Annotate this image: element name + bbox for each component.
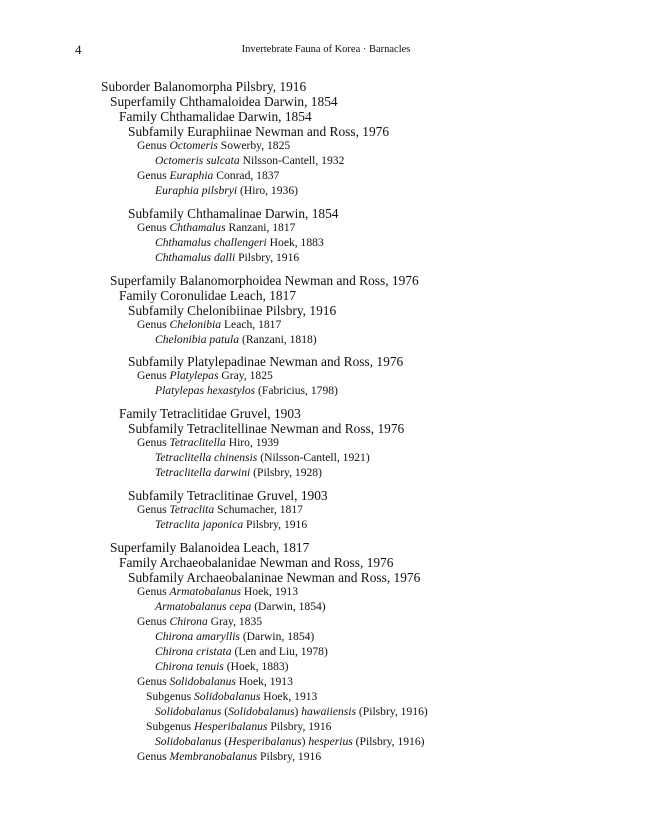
species-line xyxy=(155,518,307,531)
taxon-text: Subgenus xyxy=(146,690,194,703)
taxon-name: Tetraclitella darwini xyxy=(155,466,251,479)
taxon-text: Gray, 1835 xyxy=(207,615,263,628)
taxon-text: Subfamily Platylepadinae Newman and Ross, 1976 xyxy=(128,354,404,369)
taxon-text: Pilsbry, 1916 xyxy=(267,720,332,733)
genus-line xyxy=(137,675,293,688)
subgenus-line xyxy=(146,720,331,733)
taxon-text: (Nilsson-Cantell, 1921) xyxy=(257,451,370,464)
genus-line xyxy=(137,436,279,449)
taxon-name: Chthamalus challengeri xyxy=(155,236,267,249)
taxon-name: Solidobalanus xyxy=(169,675,236,688)
species-line xyxy=(155,600,326,613)
taxon-text: ) xyxy=(294,705,302,718)
taxon-name: Chthamalus xyxy=(169,221,226,234)
species-line xyxy=(155,735,425,748)
taxon-text: Subfamily Tetraclitellinae Newman and Ross, 1976 xyxy=(128,421,405,436)
taxon-text: Hoek, 1913 xyxy=(241,585,299,598)
taxon-text: Sowerby, 1825 xyxy=(217,139,291,152)
family-line xyxy=(119,555,393,571)
taxon-name: Tetraclita xyxy=(169,503,215,516)
species-line xyxy=(155,384,338,397)
taxon-text: (Pilsbry, 1916) xyxy=(356,705,428,718)
genus-line xyxy=(137,169,279,182)
taxon-text: Genus xyxy=(137,318,170,331)
taxon-text: ( xyxy=(221,705,229,718)
taxon-text: Family Archaeobalanidae Newman and Ross, 1976 xyxy=(119,555,394,570)
subfamily-line xyxy=(128,124,389,140)
taxon-name: Chirona cristata xyxy=(155,645,232,658)
genus-line xyxy=(137,503,303,516)
suborder-line xyxy=(101,79,306,95)
taxon-name: Armatobalanus xyxy=(169,585,242,598)
taxon-text: ) xyxy=(301,735,309,748)
taxon-text: Hoek, 1913 xyxy=(235,675,293,688)
taxon-text: Genus xyxy=(137,585,170,598)
taxon-text: ( xyxy=(221,735,229,748)
taxon-text: Superfamily Chthamaloidea Darwin, 1854 xyxy=(110,94,338,109)
subfamily-line xyxy=(128,303,336,319)
taxon-text: (Len and Liu, 1978) xyxy=(231,645,328,658)
taxon-text: Pilsbry, 1916 xyxy=(235,251,300,264)
species-line xyxy=(155,466,322,479)
taxon-name: Chelonibia xyxy=(169,318,222,331)
species-line xyxy=(155,251,299,264)
taxon-name: Solidobalanus xyxy=(155,705,222,718)
taxon-text: Subfamily Archaeobalaninae Newman and Ross, 1976 xyxy=(128,570,421,585)
genus-line xyxy=(137,585,298,598)
taxon-name: Octomeris xyxy=(169,139,218,152)
taxon-text: Hoek, 1913 xyxy=(260,690,318,703)
taxon-name: Euraphia pilsbryi xyxy=(155,184,238,197)
taxon-text: (Hoek, 1883) xyxy=(223,660,289,673)
taxon-text: (Hiro, 1936) xyxy=(237,184,298,197)
family-line xyxy=(119,109,312,125)
taxon-name: Platylepas xyxy=(169,369,219,382)
taxon-text: Genus xyxy=(137,615,170,628)
subfamily-line xyxy=(128,570,420,586)
taxon-text: (Pilsbry, 1916) xyxy=(352,735,425,748)
species-line xyxy=(155,705,428,718)
subfamily-line xyxy=(128,206,339,222)
species-line xyxy=(155,184,298,197)
taxon-text: (Ranzani, 1818) xyxy=(239,333,317,346)
subfamily-line xyxy=(128,354,403,370)
taxon-text: Suborder Balanomorpha Pilsbry, 1916 xyxy=(101,79,307,94)
taxon-text: Family Chthamalidae Darwin, 1854 xyxy=(119,109,312,124)
taxon-text: Subfamily Tetraclitinae Gruvel, 1903 xyxy=(128,488,328,503)
species-line xyxy=(155,660,289,673)
taxon-text: Genus xyxy=(137,750,170,763)
taxon-text: Family Tetraclitidae Gruvel, 1903 xyxy=(119,406,301,421)
taxon-name: Membranobalanus xyxy=(169,750,258,763)
taxon-text: (Darwin, 1854) xyxy=(251,600,326,613)
species-line xyxy=(155,154,344,167)
running-head: Invertebrate Fauna of Korea · Barnacles xyxy=(241,44,411,55)
taxon-text: Hoek, 1883 xyxy=(266,236,324,249)
taxon-text: Genus xyxy=(137,221,170,234)
species-line xyxy=(155,630,314,643)
taxon-name: Solidobalanus xyxy=(155,735,222,748)
taxon-name: Chelonibia patula xyxy=(155,333,240,346)
subfamily-line xyxy=(128,421,404,437)
taxon-text: Superfamily Balanoidea Leach, 1817 xyxy=(110,540,310,555)
species-line xyxy=(155,451,370,464)
genus-line xyxy=(137,750,321,763)
taxon-text: Schumacher, 1817 xyxy=(214,503,303,516)
taxon-name: Octomeris sulcata xyxy=(155,154,240,167)
genus-line xyxy=(137,369,273,382)
taxon-text: Genus xyxy=(137,169,170,182)
taxon-text: Superfamily Balanomorphoidea Newman and Ross, 1976 xyxy=(110,273,419,288)
taxon-text: Ranzani, 1817 xyxy=(225,221,296,234)
taxon-name: Chirona amaryllis xyxy=(155,630,240,643)
taxon-text: Leach, 1817 xyxy=(221,318,282,331)
superfamily-line xyxy=(110,540,309,556)
genus-line xyxy=(137,139,290,152)
page-number: 4 xyxy=(75,42,82,57)
taxon-text: Genus xyxy=(137,369,170,382)
taxon-text: Subfamily Euraphiinae Newman and Ross, 1976 xyxy=(128,124,390,139)
taxon-name: Hesperibalanus xyxy=(194,720,268,733)
taxon-name: Euraphia xyxy=(169,169,214,182)
taxon-name: Solidobalanus xyxy=(194,690,261,703)
taxon-text: (Darwin, 1854) xyxy=(239,630,315,643)
taxon-name: Chirona tenuis xyxy=(155,660,224,673)
taxon-text: Genus xyxy=(137,139,170,152)
species-line xyxy=(155,333,317,346)
taxon-text: Subfamily Chthamalinae Darwin, 1854 xyxy=(128,206,339,221)
taxon-name: Chirona xyxy=(169,615,208,628)
taxon-text: Gray, 1825 xyxy=(218,369,273,382)
taxon-name: Chthamalus dalli xyxy=(155,251,236,264)
taxon-name: Tetraclitella chinensis xyxy=(155,451,258,464)
taxon-name: Platylepas hexastylos xyxy=(155,384,256,397)
taxon-text: Pilsbry, 1916 xyxy=(257,750,322,763)
family-line xyxy=(119,288,296,304)
species-line xyxy=(155,645,328,658)
taxon-text: Pilsbry, 1916 xyxy=(243,518,308,531)
taxon-name: Tetraclitella xyxy=(169,436,226,449)
taxon-text: Conrad, 1837 xyxy=(213,169,280,182)
superfamily-line xyxy=(110,273,419,289)
taxon-text: Family Coronulidae Leach, 1817 xyxy=(119,288,297,303)
subfamily-line xyxy=(128,488,328,504)
taxon-text: (Fabricius, 1798) xyxy=(255,384,338,397)
superfamily-line xyxy=(110,94,338,110)
taxon-name: Solidobalanus xyxy=(228,705,295,718)
taxon-text: Genus xyxy=(137,675,170,688)
family-line xyxy=(119,406,301,422)
taxon-text: Nilsson-Cantell, 1932 xyxy=(239,154,345,167)
species-line xyxy=(155,236,324,249)
taxon-text: (Pilsbry, 1928) xyxy=(250,466,322,479)
genus-line xyxy=(137,615,262,628)
taxon-name: Armatobalanus cepa xyxy=(155,600,252,613)
genus-line xyxy=(137,318,281,331)
taxon-name: Tetraclita japonica xyxy=(155,518,244,531)
taxon-name: hesperius xyxy=(308,735,353,748)
taxon-name: hawaiiensis xyxy=(301,705,357,718)
taxon-name: Hesperibalanus xyxy=(228,735,302,748)
genus-line xyxy=(137,221,295,234)
taxon-text: Genus xyxy=(137,503,170,516)
taxon-text: Subgenus xyxy=(146,720,194,733)
taxon-text: Hiro, 1939 xyxy=(225,436,279,449)
subgenus-line xyxy=(146,690,317,703)
taxon-text: Subfamily Chelonibiinae Pilsbry, 1916 xyxy=(128,303,337,318)
taxon-text: Genus xyxy=(137,436,170,449)
